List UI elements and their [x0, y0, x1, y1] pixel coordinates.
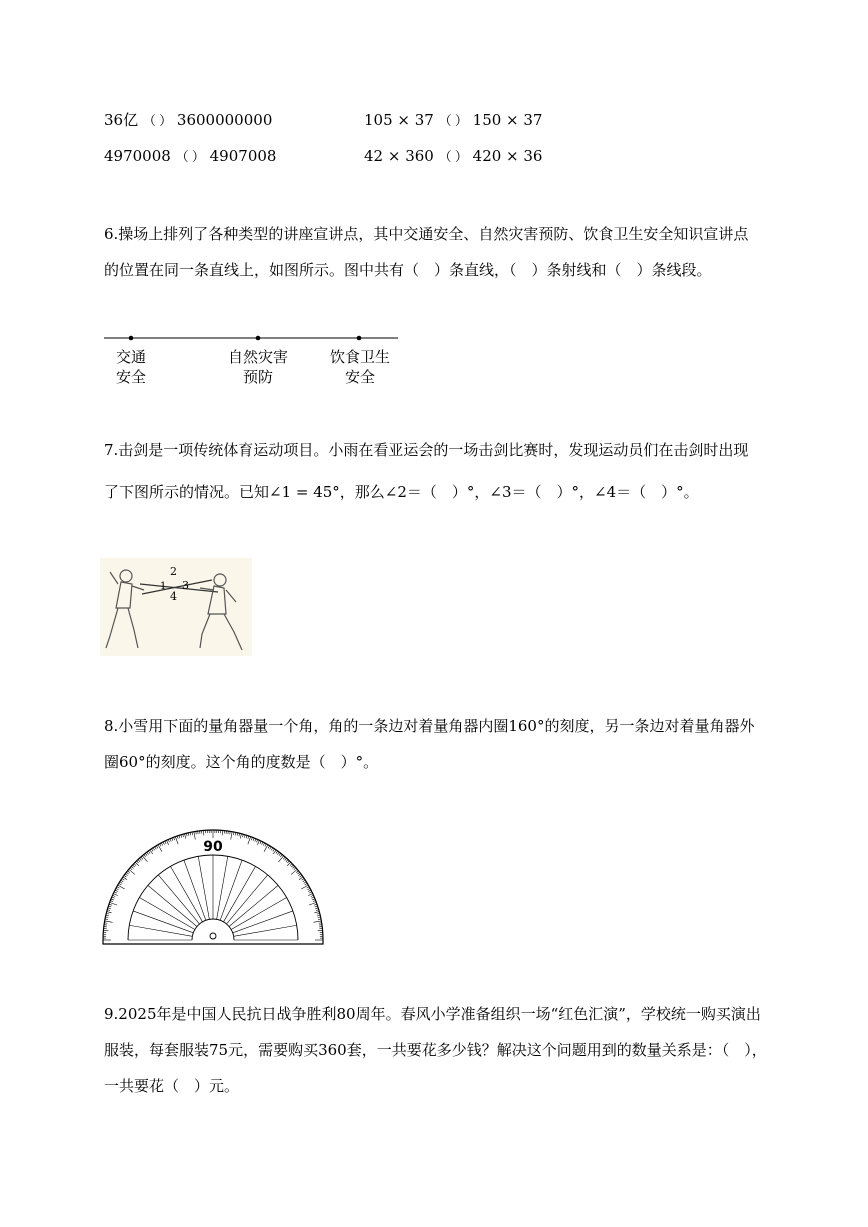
compare-row1-right: [364, 110, 542, 131]
protractor-tick: [293, 866, 295, 868]
q9-text-line3: 一共要花（ ）元。: [104, 1077, 240, 1095]
protractor-tick: [144, 855, 146, 857]
protractor-tick: [148, 851, 150, 853]
q7-text-line1: 7.击剑是一项传统体育运动项目。小雨在看亚运会的一场击剑比赛时，发现运动员们在击剑时出现: [104, 441, 749, 459]
protractor-tick: [302, 878, 304, 880]
protractor-radial-line: [234, 925, 297, 936]
protractor-tick: [279, 856, 284, 862]
label-disaster-prevention: 自然灾害 预防: [227, 348, 288, 386]
q9-text-line1: 9.2025年是中国人民抗日战争胜利80周年。春风小学准备组织一场“红色汇演”，学校统一购买演出: [104, 1005, 761, 1023]
protractor-tick: [118, 885, 125, 889]
answer-blank: （ ）: [142, 113, 173, 128]
protractor-tick: [270, 847, 272, 850]
protractor-tick: [300, 875, 302, 877]
protractor-radial-line: [231, 898, 286, 930]
protractor-tick: [268, 846, 270, 849]
angle-label-3: 3: [182, 579, 189, 592]
protractor-tick: [170, 839, 171, 842]
q7-text-line2: 了下图所示的情况。已知∠1 = 45°，那么∠2＝（ ）°，∠3＝（ ）°，∠4＝（ ）°。: [104, 483, 699, 501]
protractor-tick: [311, 895, 314, 896]
protractor-tick: [301, 885, 308, 889]
protractor-tick: [264, 845, 268, 852]
protractor-tick: [309, 892, 312, 893]
protractor-tick: [133, 865, 135, 867]
protractor-tick: [231, 832, 232, 840]
protractor-tick: [313, 921, 321, 922]
protractor-tick: [305, 883, 308, 885]
angle-label-2: 2: [170, 565, 177, 578]
protractor-tick: [296, 871, 298, 873]
compare-value: 420 × 36: [472, 147, 543, 165]
protractor-tick: [286, 860, 288, 862]
protractor-tick: [145, 853, 147, 855]
protractor-tick: [298, 874, 300, 876]
protractor-tick: [119, 883, 122, 885]
q6-text-line2: 的位置在同一条直线上，如图所示。图中共有（ ）条直线，（ ）条射线和（ ）条线段。: [104, 261, 712, 279]
protractor-tick: [151, 849, 153, 851]
protractor-tick: [138, 860, 140, 862]
protractor-tick: [181, 835, 182, 838]
line-diagram: [100, 330, 404, 346]
label-traffic-safety: 交通 安全: [115, 348, 146, 386]
protractor-tick: [120, 882, 123, 884]
protractor-tick: [108, 908, 111, 909]
protractor-tick: [308, 890, 311, 891]
protractor-tick: [291, 869, 297, 874]
protractor-tick: [168, 840, 169, 843]
protractor-tick: [130, 868, 132, 870]
protractor-tick: [265, 844, 266, 847]
protractor-tick: [277, 852, 279, 854]
protractor-tick: [194, 832, 195, 840]
protractor-tick: [255, 839, 256, 842]
protractor-tick: [273, 849, 275, 851]
protractor-tick: [311, 897, 314, 898]
protractor-tick: [156, 846, 158, 849]
protractor-tick: [294, 868, 296, 870]
protractor-tick: [304, 882, 307, 884]
compare-value: 4907008: [209, 147, 277, 165]
protractor-tick: [125, 874, 127, 876]
protractor-tick: [297, 872, 299, 874]
protractor-tick: [283, 857, 285, 859]
protractor-tick: [279, 853, 281, 855]
protractor-tick: [271, 848, 273, 851]
protractor-tick: [153, 848, 155, 851]
label-food-safety: 饮食卫生 安全: [329, 348, 390, 386]
protractor-tick: [158, 845, 162, 852]
compare-value: 150 × 37: [472, 111, 543, 129]
protractor-tick: [128, 871, 130, 873]
protractor-tick: [112, 897, 115, 898]
protractor-tick: [307, 888, 310, 889]
protractor-tick: [165, 841, 166, 844]
compare-value: 42 × 360: [364, 147, 434, 165]
protractor-tick: [260, 841, 261, 844]
protractor-radial-line: [139, 898, 194, 930]
protractor-tick: [137, 861, 139, 863]
compare-row1-left: [104, 110, 272, 131]
protractor-tick: [285, 858, 287, 860]
compare-row2-right: [364, 146, 542, 167]
protractor-tick: [262, 842, 263, 845]
protractor-tick: [314, 912, 319, 913]
protractor-tick: [114, 892, 117, 893]
protractor-radial-line: [220, 860, 242, 920]
protractor-tick: [290, 864, 292, 866]
q8-text-line1: 8.小雪用下面的量角器量一个角，角的一条边对着量角器内圈160°的刻度，另一条边对着量角器外: [104, 717, 755, 735]
protractor-tick: [147, 852, 149, 854]
protractor-tick: [167, 840, 169, 845]
protractor-tick: [155, 847, 157, 850]
angle-label-4: 4: [170, 590, 177, 603]
protractor-tick: [113, 894, 118, 896]
protractor-tick: [242, 834, 243, 837]
protractor-tick: [115, 890, 118, 891]
protractor-tick: [308, 894, 313, 896]
answer-blank: （ ）: [438, 113, 468, 128]
compare-value: 3600000000: [176, 111, 273, 129]
protractor-tick: [257, 840, 259, 845]
protractor-tick: [276, 851, 278, 853]
protractor-radial-line: [233, 911, 293, 933]
compare-value: 4970008: [104, 147, 171, 165]
protractor-tick: [307, 887, 310, 888]
angle-label-1: 1: [160, 581, 167, 592]
protractor-tick: [124, 875, 126, 877]
protractor-tick: [126, 872, 128, 874]
protractor-tick: [161, 843, 162, 846]
protractor-tick: [122, 878, 124, 880]
q8-text-line2: 圈60°的刻度。这个角的度数是（ ）°。: [104, 753, 379, 771]
protractor-tick: [117, 887, 120, 888]
protractor-tick: [257, 840, 258, 843]
protractor-radial-line: [224, 866, 256, 921]
protractor-tick: [131, 866, 133, 868]
protractor-tick: [107, 912, 112, 913]
protractor-tick: [303, 880, 306, 882]
protractor-tick: [185, 834, 186, 839]
protractor-tick: [291, 865, 293, 867]
protractor-tick: [121, 880, 124, 882]
protractor-tick: [113, 895, 116, 896]
compare-value: 36亿: [104, 111, 139, 129]
protractor-tick: [107, 910, 110, 911]
q6-text-line1: 6.操场上排列了各种类型的讲座宣讲点，其中交通安全、自然灾害预防、饮食卫生安全知识宣讲点: [104, 225, 749, 243]
answer-blank: （ ）: [438, 149, 468, 164]
point-disaster-prevention: [256, 336, 261, 341]
compare-row2-left: [104, 146, 276, 167]
protractor-tick: [183, 834, 184, 837]
protractor-tick: [263, 843, 264, 846]
protractor-center-point: [210, 933, 216, 939]
point-food-safety: [357, 336, 362, 341]
protractor-tick: [134, 864, 136, 866]
protractor-tick: [129, 869, 135, 874]
protractor-tick: [163, 842, 164, 845]
protractor-tick: [105, 921, 113, 922]
fencing-illustration: [100, 558, 252, 656]
protractor-tick: [142, 856, 147, 862]
protractor-tick: [244, 835, 245, 838]
compare-value: 105 × 37: [364, 111, 434, 129]
point-traffic-safety: [129, 336, 134, 341]
protractor-radial-line: [171, 866, 203, 921]
protractor-tick: [280, 855, 282, 857]
protractor-tick: [287, 861, 289, 863]
protractor-tick: [141, 857, 143, 859]
answer-blank: （ ）: [175, 149, 205, 164]
protractor-tick: [160, 844, 161, 847]
protractor-radial-line: [129, 925, 192, 936]
protractor-tick: [116, 888, 119, 889]
protractor: [100, 826, 326, 948]
protractor-tick: [240, 834, 241, 839]
protractor-radial-line: [217, 856, 228, 919]
protractor-radial-line: [198, 856, 209, 919]
protractor-radial-line: [133, 911, 193, 933]
protractor-tick: [139, 858, 141, 860]
protractor-tick: [315, 908, 318, 909]
protractor-radial-line: [184, 860, 206, 920]
protractor-tick: [316, 910, 319, 911]
protractor-90-label: 90: [203, 839, 223, 855]
q9-text-line2: 服装，每套服装75元，需要购买360套，一共要花多少钱？解决这个问题用到的数量关系是：（ ），: [104, 1041, 767, 1059]
